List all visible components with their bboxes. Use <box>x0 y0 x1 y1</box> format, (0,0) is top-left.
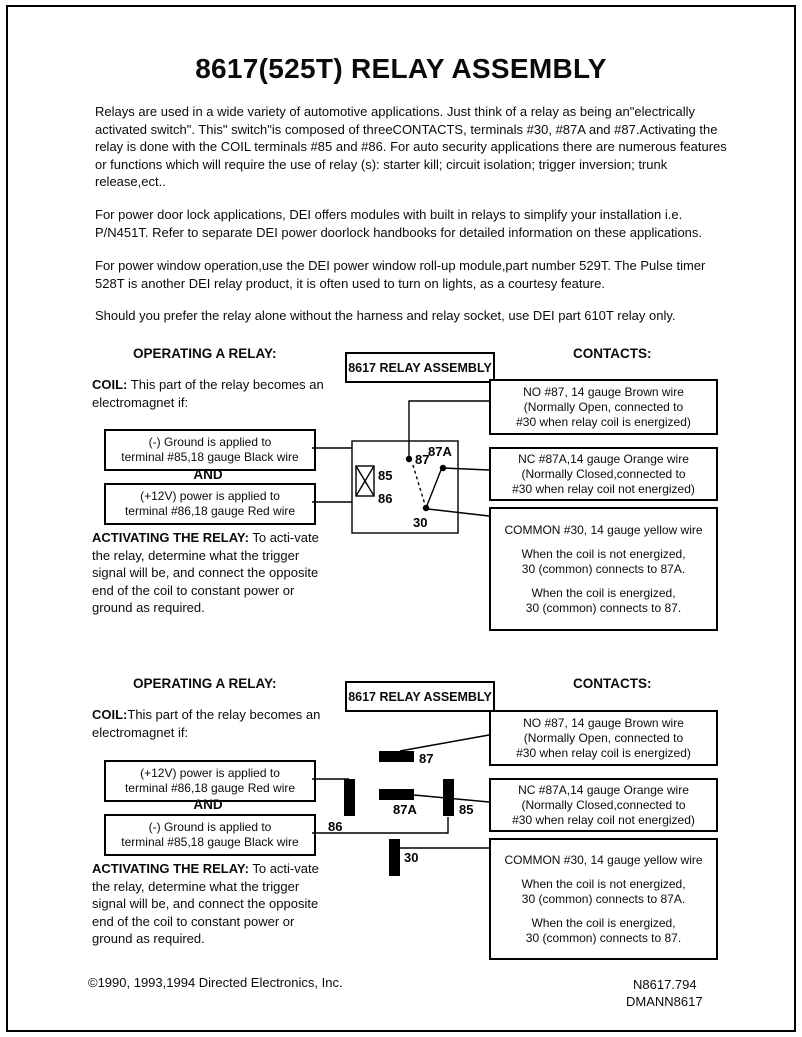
coil-symbol-cross <box>356 466 374 496</box>
terminal-30-label: 30 <box>413 515 428 530</box>
assembly-label-box-2 <box>345 681 495 712</box>
intro-paragraph: Relays are used in a wide variety of automotive applications. Just think of a relay as being an"electrically activated switch". This" switch"is composed of threeCONTACTS, terminals #30, #87A and #87.Activating the relay is done with the COIL terminals #85 and #86. For auto security applications there are numerous features or functions which will require the use of relay (s): starter kill; circuit isolation; trigger inversion; trunk release,ect.. <box>95 104 727 189</box>
and-label-2: AND <box>193 797 223 812</box>
contacts-heading-2: CONTACTS: <box>573 676 652 691</box>
no-line3-1: #30 when relay coil is energized) <box>516 414 691 429</box>
common-line3-1: 30 (common) connects to 87A. <box>521 561 686 576</box>
terminal-87a-label: 87A <box>428 444 452 459</box>
terminal-85-label: 85 <box>459 802 474 817</box>
common-contact-box-1 <box>489 507 718 631</box>
ground-condition-box-1 <box>104 429 316 471</box>
blade-85 <box>443 779 454 816</box>
power-condition-box-1 <box>104 483 316 525</box>
terminal-87a-dot <box>440 465 446 471</box>
coil-paragraph-2 <box>92 706 329 741</box>
power-line2-1: terminal #86,18 gauge Red wire <box>124 504 296 518</box>
assembly-label-2: 8617 RELAY ASSEMBLY <box>348 689 492 704</box>
no-contact-box-2 <box>489 710 718 766</box>
common-line3-2: 30 (common) connects to 87A. <box>521 891 686 906</box>
terminal-87-label: 87 <box>415 452 430 467</box>
ground-line2-1: terminal #85,18 gauge Black wire <box>121 450 299 464</box>
door-lock-paragraph: For power door lock applications, DEI offers modules with built in relays to simplify your installation i.e. P/N451T. Refer to separate DEI power doorlock handbooks for detailed information on these applications. <box>95 207 703 240</box>
terminal-87-dot <box>406 456 412 462</box>
coil-symbol <box>356 466 374 496</box>
wire-30-to-common-box <box>428 509 489 516</box>
no-line2-1: (Normally Open, connected to <box>523 399 684 414</box>
common-line4-1: When the coil is energized, <box>531 585 676 600</box>
wire-87-to-no-box <box>409 401 489 459</box>
no-line3-2: #30 when relay coil is energized) <box>516 745 691 760</box>
terminal-87-label: 87 <box>419 751 434 766</box>
wire-87a-to-nc-box <box>414 795 489 802</box>
wire-87a-to-nc-box <box>443 468 489 470</box>
nc-line2-1: (Normally Closed,connected to <box>521 466 686 481</box>
ground-line2-2: terminal #85,18 gauge Black wire <box>121 835 299 849</box>
ground-line1-2: (-) Ground is applied to <box>148 820 272 834</box>
terminal-30-dot <box>423 505 429 511</box>
relay-schematic-diagram <box>312 401 489 533</box>
coil-text-2: This part of the relay becomes an electromagnet if: <box>92 707 321 740</box>
common-line4-2: When the coil is energized, <box>531 915 676 930</box>
no-line2-2: (Normally Open, connected to <box>523 730 684 745</box>
activating-label-1: ACTIVATING THE RELAY: <box>92 530 249 545</box>
doc-number: N8617.794 <box>633 977 697 992</box>
coil-symbol-cross <box>356 466 374 496</box>
nc-line3-2: #30 when relay coil not energized) <box>512 812 695 827</box>
nc-line1-2: NC #87A,14 gauge Orange wire <box>518 782 689 797</box>
manual-number: DMANN8617 <box>626 994 703 1009</box>
assembly-label-box-1 <box>345 352 495 383</box>
common-contact-box-2 <box>489 838 718 960</box>
switch-arm-alternate <box>412 462 426 508</box>
common-line5-2: 30 (common) connects to 87. <box>525 930 682 945</box>
nc-line3-1: #30 when relay coil not energized) <box>512 481 695 496</box>
schematic-terminal-labels <box>378 444 452 530</box>
terminal-87a-label: 87A <box>393 802 417 817</box>
wire-ground-to-85 <box>312 817 448 833</box>
coil-label-1: COIL: <box>92 377 128 392</box>
wire-87-to-no-box <box>400 735 489 751</box>
terminal-86-label: 86 <box>378 491 393 506</box>
ground-condition-box-2 <box>104 814 316 856</box>
coil-paragraph-1 <box>92 376 329 411</box>
terminal-30-label: 30 <box>404 850 419 865</box>
assembly-label-1: 8617 RELAY ASSEMBLY <box>348 360 492 375</box>
coil-label-2: COIL: <box>92 707 128 722</box>
activating-paragraph-1 <box>92 529 324 617</box>
blade-30 <box>389 839 400 876</box>
nc-contact-box-2 <box>489 778 718 832</box>
blade-86 <box>344 779 355 816</box>
common-line2-1: When the coil is not energized, <box>521 546 686 561</box>
common-line2-2: When the coil is not energized, <box>521 876 686 891</box>
and-label-1: AND <box>193 467 223 482</box>
power-condition-box-2 <box>104 760 316 802</box>
blade-87 <box>379 751 414 762</box>
ground-line1-1: (-) Ground is applied to <box>148 435 272 449</box>
common-line1-2: COMMON #30, 14 gauge yellow wire <box>504 852 703 867</box>
operating-heading-1: OPERATING A RELAY: <box>133 346 277 361</box>
common-line1-1: COMMON #30, 14 gauge yellow wire <box>504 522 703 537</box>
nc-line1-1: NC #87A,14 gauge Orange wire <box>518 451 689 466</box>
copyright-line: ©1990, 1993,1994 Directed Electronics, Inc. <box>88 975 343 990</box>
activating-text-1: To acti-vate the relay, determine what the trigger signal will be, and connect the opposite end of the coil to constant power or ground as required. <box>92 530 319 615</box>
footprint-terminal-labels <box>328 751 473 865</box>
coil-text-1: This part of the relay becomes an electromagnet if: <box>92 377 324 410</box>
relay-outline <box>352 441 458 533</box>
no-contact-box-1 <box>489 379 718 435</box>
power-line1-1: (+12V) power is applied to <box>140 489 280 503</box>
power-window-paragraph: For power window operation,use the DEI power window roll-up module,part number 529T. The Pulse timer 528T is another DEI relay product, it is often used to turn on lights, as a courtesy feature. <box>95 258 706 291</box>
activating-label-2: ACTIVATING THE RELAY: <box>92 861 249 876</box>
contacts-heading-1: CONTACTS: <box>573 346 652 361</box>
terminal-85-label: 85 <box>378 468 393 483</box>
nc-line2-2: (Normally Closed,connected to <box>521 797 686 812</box>
common-line5-1: 30 (common) connects to 87. <box>525 600 682 615</box>
nc-contact-box-1 <box>489 447 718 501</box>
blade-87a <box>379 789 414 800</box>
relay-only-paragraph: Should you prefer the relay alone without the harness and relay socket, use DEI part 610T relay only. <box>95 308 676 323</box>
power-line2-2: terminal #86,18 gauge Red wire <box>124 781 296 795</box>
activating-text-2: To acti-vate the relay, determine what the trigger signal will be, and connect the opposite end of the coil to constant power or ground as required. <box>92 861 319 946</box>
activating-paragraph-2 <box>92 860 324 948</box>
no-line1-2: NO #87, 14 gauge Brown wire <box>523 715 684 730</box>
operating-heading-2: OPERATING A RELAY: <box>133 676 277 691</box>
terminal-86-label: 86 <box>328 819 343 834</box>
relay-footprint-diagram <box>312 735 489 876</box>
power-line1-2: (+12V) power is applied to <box>140 766 280 780</box>
no-line1-1: NO #87, 14 gauge Brown wire <box>523 384 684 399</box>
switch-arm <box>426 470 441 508</box>
page-title: 8617(525T) RELAY ASSEMBLY <box>195 53 607 84</box>
